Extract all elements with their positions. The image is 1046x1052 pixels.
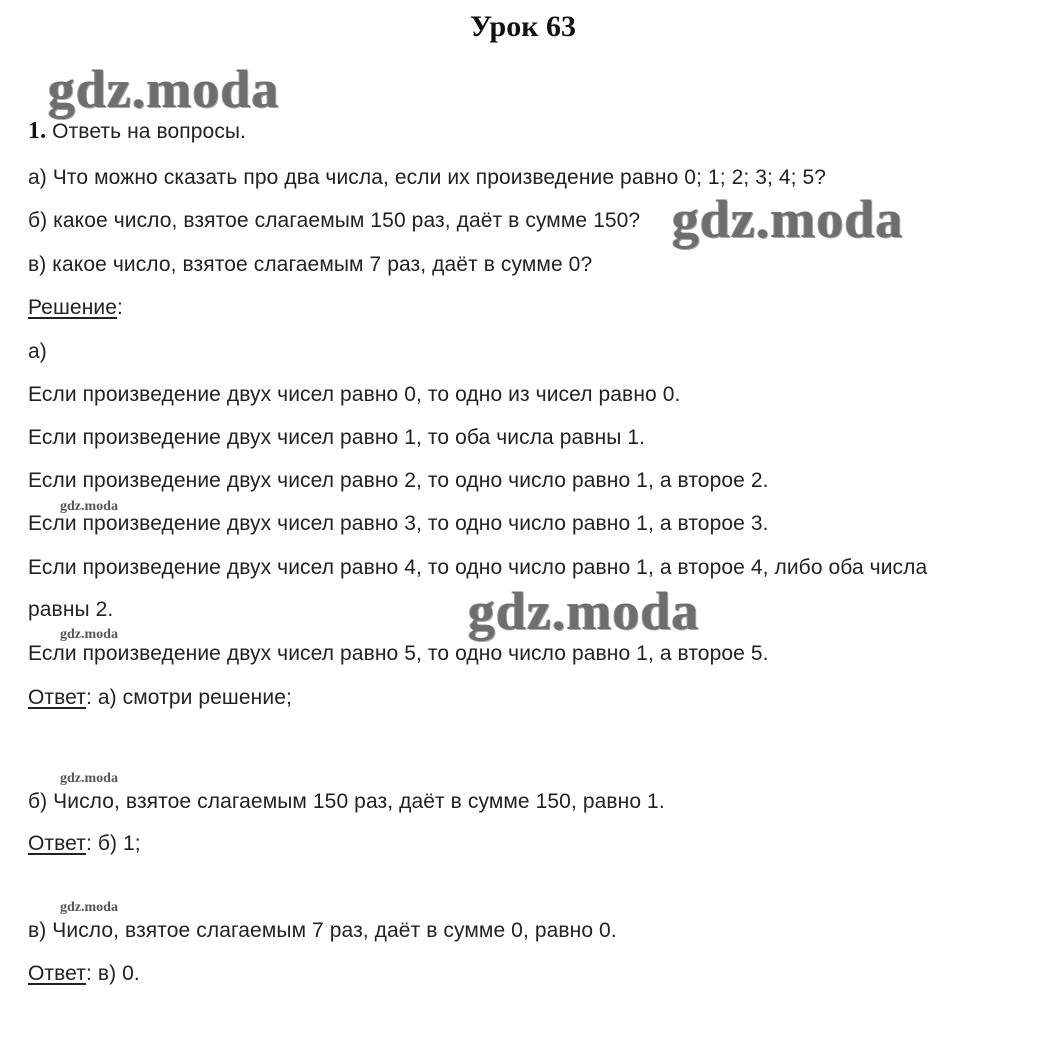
task-number: 1. — [28, 118, 47, 144]
watermark-large-1: gdz.moda — [48, 59, 280, 119]
answer-c-text: : в) 0. — [85, 962, 140, 985]
answer-b — [28, 832, 141, 856]
solution-heading — [28, 296, 123, 320]
watermark-small-2: gdz.moda — [60, 627, 118, 642]
answer-a-text: : а) смотри решение; — [85, 686, 292, 709]
watermark-large-2: gdz.moda — [672, 189, 904, 249]
task-heading-line — [28, 118, 246, 145]
solution-line: Если произведение двух чисел равно 1, то оба числа равны 1. — [28, 426, 646, 449]
solution-line: Если произведение двух чисел равно 0, то одно из чисел равно 0. — [28, 383, 681, 406]
page-title: Урок 63 — [469, 10, 577, 43]
solution-line: Если произведение двух чисел равно 2, то одно число равно 1, а второе 2. — [28, 469, 769, 492]
watermark-small-1: gdz.moda — [60, 499, 118, 514]
solution-part-c: в) Число, взятое слагаемым 7 раз, даёт в сумме 0, равно 0. — [28, 919, 617, 942]
solution-label: Решение — [28, 296, 117, 319]
answer-b-text: : б) 1; — [85, 832, 141, 855]
watermark-large-3: gdz.moda — [468, 581, 700, 641]
answer-a — [28, 686, 292, 710]
question-c: в) какое число, взятое слагаемым 7 раз, даёт в сумме 0? — [28, 253, 593, 276]
answer-label: Ответ — [28, 832, 86, 855]
answer-c — [28, 962, 140, 986]
solution-colon: : — [117, 296, 123, 319]
solution-line: Если произведение двух чисел равно 3, то одно число равно 1, а второе 3. — [28, 512, 769, 535]
watermark-small-4: gdz.moda — [60, 900, 118, 915]
question-b: б) какое число, взятое слагаемым 150 раз, даёт в сумме 150? — [28, 209, 641, 232]
solution-line: Если произведение двух чисел равно 4, то одно число равно 1, а второе 4, либо оба числа — [28, 556, 928, 579]
task-heading: Ответь на вопросы. — [52, 120, 247, 143]
solution-line: Если произведение двух чисел равно 5, то одно число равно 1, а второе 5. — [28, 642, 769, 665]
solution-line: равны 2. — [28, 598, 114, 621]
solution-part-b: б) Число, взятое слагаемым 150 раз, даёт в сумме 150, равно 1. — [28, 790, 665, 813]
solution-part-a-label: а) — [28, 340, 47, 363]
watermark-small-3: gdz.moda — [60, 771, 118, 786]
answer-label: Ответ — [28, 962, 86, 985]
question-a: а) Что можно сказать про два числа, если их произведение равно 0; 1; 2; 3; 4; 5? — [28, 166, 827, 189]
answer-label: Ответ — [28, 686, 86, 709]
